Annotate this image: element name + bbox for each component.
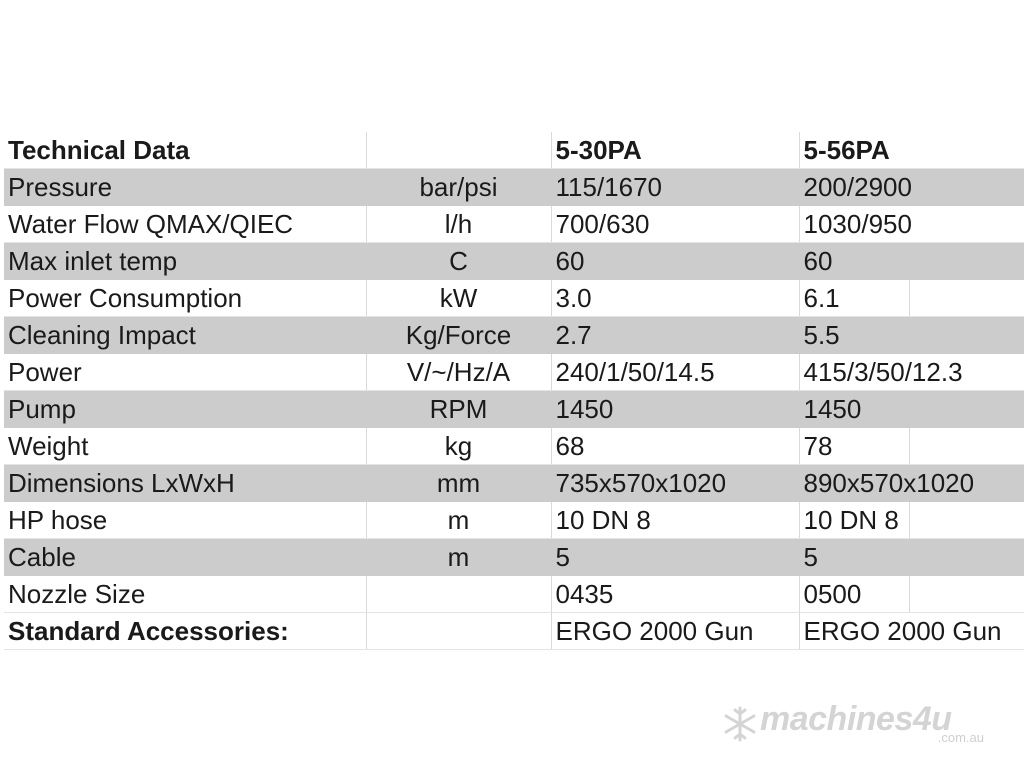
- machines4u-watermark: [722, 700, 992, 746]
- row-label: Weight: [4, 428, 366, 465]
- row-label: Cleaning Impact: [4, 317, 366, 354]
- row-value-5-30pa: 3.0: [551, 280, 799, 317]
- row-label: Pump: [4, 391, 366, 428]
- row-value-5-30pa: 5: [551, 539, 799, 576]
- row-label: Nozzle Size: [4, 576, 366, 613]
- table-row: [4, 428, 1024, 465]
- row-value-5-56pa: 200/2900: [799, 169, 1024, 206]
- row-value-5-56pa: 60: [799, 243, 1024, 280]
- table-row: [4, 391, 1024, 428]
- row-value-5-30pa: 735x570x1020: [551, 465, 799, 502]
- row-value-5-56pa: 415/3/50/12.3: [799, 354, 1024, 391]
- technical-data-table: [4, 132, 1024, 650]
- row-value-5-56pa: 1030/950: [799, 206, 1024, 243]
- row-unit: kW: [366, 280, 551, 317]
- header-model-5-56pa: 5-56PA: [799, 132, 909, 169]
- header-model-5-30pa: 5-30PA: [551, 132, 799, 169]
- row-unit: kg: [366, 428, 551, 465]
- row-value-5-30pa: 240/1/50/14.5: [551, 354, 799, 391]
- header-unit: [366, 132, 551, 169]
- row-value-5-30pa: 1450: [551, 391, 799, 428]
- table-row: [4, 206, 1024, 243]
- header-spacer: [909, 132, 1024, 169]
- snowflake-logo-icon: [722, 704, 758, 744]
- row-value-5-56pa: 10 DN 8: [799, 502, 909, 539]
- row-value-5-56pa: 78: [799, 428, 909, 465]
- table-row: [4, 354, 1024, 391]
- table-row: [4, 317, 1024, 354]
- row-unit: m: [366, 539, 551, 576]
- row-value-5-30pa: 0435: [551, 576, 799, 613]
- row-unit: l/h: [366, 206, 551, 243]
- row-value-5-30pa: 10 DN 8: [551, 502, 799, 539]
- row-value-5-30pa: 68: [551, 428, 799, 465]
- row-value-5-56pa: 1450: [799, 391, 1024, 428]
- row-value-5-56pa: 6.1: [799, 280, 909, 317]
- row-value-5-56pa: ERGO 2000 Gun: [799, 613, 1024, 650]
- table-row: [4, 539, 1024, 576]
- row-value-5-30pa: 700/630: [551, 206, 799, 243]
- row-value-5-30pa: 115/1670: [551, 169, 799, 206]
- row-label: Power: [4, 354, 366, 391]
- watermark-domain: .com.au: [937, 730, 984, 745]
- row-spacer: [909, 502, 1024, 539]
- table-row: [4, 243, 1024, 280]
- header-technical-data: Technical Data: [4, 132, 366, 169]
- row-value-5-30pa: 60: [551, 243, 799, 280]
- row-value-5-56pa: 5: [799, 539, 1024, 576]
- row-unit: C: [366, 243, 551, 280]
- row-label: Water Flow QMAX/QIEC: [4, 206, 366, 243]
- row-label: Cable: [4, 539, 366, 576]
- row-spacer: [909, 280, 1024, 317]
- row-unit: mm: [366, 465, 551, 502]
- watermark-brand: machines4u: [760, 700, 952, 738]
- row-unit: [366, 576, 551, 613]
- row-label: Dimensions LxWxH: [4, 465, 366, 502]
- row-unit: V/~/Hz/A: [366, 354, 551, 391]
- row-unit: RPM: [366, 391, 551, 428]
- table-row: [4, 465, 1024, 502]
- row-unit: bar/psi: [366, 169, 551, 206]
- row-value-5-30pa: 2.7: [551, 317, 799, 354]
- row-label: Standard Accessories:: [4, 613, 366, 650]
- row-label: Pressure: [4, 169, 366, 206]
- row-label: HP hose: [4, 502, 366, 539]
- row-label: Max inlet temp: [4, 243, 366, 280]
- table-row: [4, 502, 1024, 539]
- table-row: [4, 613, 1024, 650]
- row-unit: [366, 613, 551, 650]
- row-value-5-56pa: 0500: [799, 576, 909, 613]
- row-spacer: [909, 428, 1024, 465]
- row-value-5-30pa: ERGO 2000 Gun: [551, 613, 799, 650]
- table-header-row: [4, 132, 1024, 169]
- row-label: Power Consumption: [4, 280, 366, 317]
- row-unit: Kg/Force: [366, 317, 551, 354]
- row-unit: m: [366, 502, 551, 539]
- table-row: [4, 280, 1024, 317]
- table-row: [4, 169, 1024, 206]
- row-spacer: [909, 576, 1024, 613]
- row-value-5-56pa: 890x570x1020: [799, 465, 1024, 502]
- row-value-5-56pa: 5.5: [799, 317, 1024, 354]
- table-row: [4, 576, 1024, 613]
